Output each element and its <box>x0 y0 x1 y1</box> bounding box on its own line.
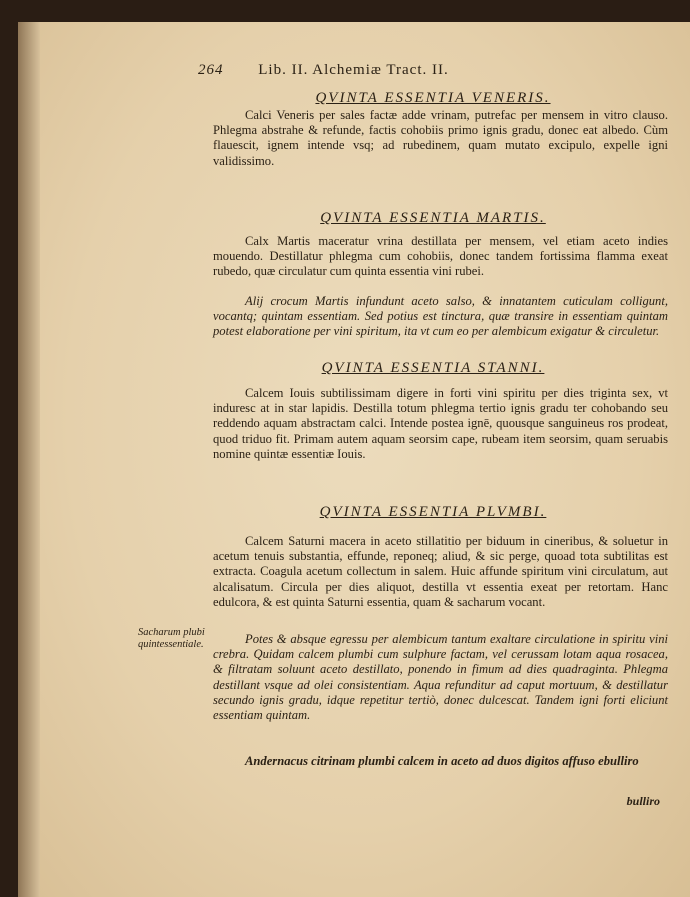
section-note-plumbi <box>213 632 668 723</box>
section-title-plumbi: QVINTA ESSENTIA PLVMBI. <box>319 504 547 520</box>
page-number: 264 <box>198 62 224 78</box>
paragraph: Calci Veneris per sales factæ adde vrinam, putrefac per mensem in vitro clauso. Phlegma abstrahe & refunde, factis cohobiis primo ignis gradu, donec eat albedo. Cùm flauescit, ignem intende vsq; ad rubedinem, quam mutato excipulo, expelle igni validissimo. <box>213 108 668 168</box>
section-body-plumbi <box>213 534 668 610</box>
margin-note: Sacharum plubi quintessentiale. <box>138 627 205 650</box>
italic-paragraph: Alij crocum Martis infundunt aceto salso, & innatantem cuticulam colligunt, vocantq; quintam essentiam. Sed potius est tinctura, quæ transire in essentiam quintam potest elaboratione per vini spiritum, ita vt cum eo per alembicum exigatur & circuletur. <box>213 294 668 339</box>
running-head <box>198 62 668 79</box>
italic-paragraph: Andernacus citrinam plumbi calcem in aceto ad duos digitos affuso ebulliro <box>245 754 639 768</box>
section-note-andernacus <box>213 754 668 769</box>
section-body-martis <box>213 234 668 280</box>
paragraph: Calcem Saturni macera in aceto stillatitio per biduum in cineribus, & soluetur in acetum tenuis substantia, effunde, reponeq; aliud, & sic perge, quoad tota subtilitas est extracta. Coagula acetum collectum in salem. Huic affunde spiritum vini circulatum, aut alcalisatum. Circula per dies aliquot, destilla vt essentia exeat per retortam. Hanc edulcora, & est quinta Saturni essentia, quam & sacharum vocant. <box>213 534 668 609</box>
paragraph: Calx Martis maceratur vrina destillata per mensem, vel etiam aceto indies mouendo. Destillatur phlegma cum cohobiis, donec tandem fortissima flamma exeat rubedo, quæ circulatur cum quinta essentia vini rubei. <box>213 234 668 279</box>
section-body-veneris <box>213 108 668 169</box>
section-body-stanni <box>213 386 668 462</box>
catchword: bulliro <box>626 794 660 808</box>
section-title-stanni: QVINTA ESSENTIA STANNI. <box>321 360 545 376</box>
section-title-martis: QVINTA ESSENTIA MARTIS. <box>320 210 546 226</box>
italic-paragraph: Potes & absque egressu per alembicum tantum exaltare circulatione in spiritu vini crebra. Quidam calcem plumbi cum sulphure factam, vel cerussam lotam aqua rosacea, & filtratam soluunt aceto destillato, ponendo in fimum ad dies quadraginta. Phlegma destillant vsque ad olei consistentiam. Aqua refunditur ad caput mortuum, & destillatur secundo ignis gradu, idque repetitur tertiò, donec dulcescat. Tandem igni forti eliciunt essentiam quintam. <box>213 632 668 723</box>
running-title: Lib. II. Alchemiæ Tract. II. <box>258 62 449 78</box>
section-title-veneris: QVINTA ESSENTIA VENERIS. <box>315 90 551 106</box>
paragraph: Calcem Iouis subtilissimam digere in forti vini spiritu per dies triginta sex, vt induresc at in star lapidis. Destilla totum phlegma tertio ignis gradu ter cohobando seu reddendo aquam abstractam calci. Intende postea ignē, quousque sanguineus ros prodeat, quod triduo fit. Primam autem aquam seorsim cape, rubeam item seorsim, quam seruabis nomine quintæ essentiæ Iouis. <box>213 386 668 461</box>
section-note-martis <box>213 294 668 340</box>
book-page <box>18 22 690 897</box>
page-gutter <box>18 22 40 897</box>
